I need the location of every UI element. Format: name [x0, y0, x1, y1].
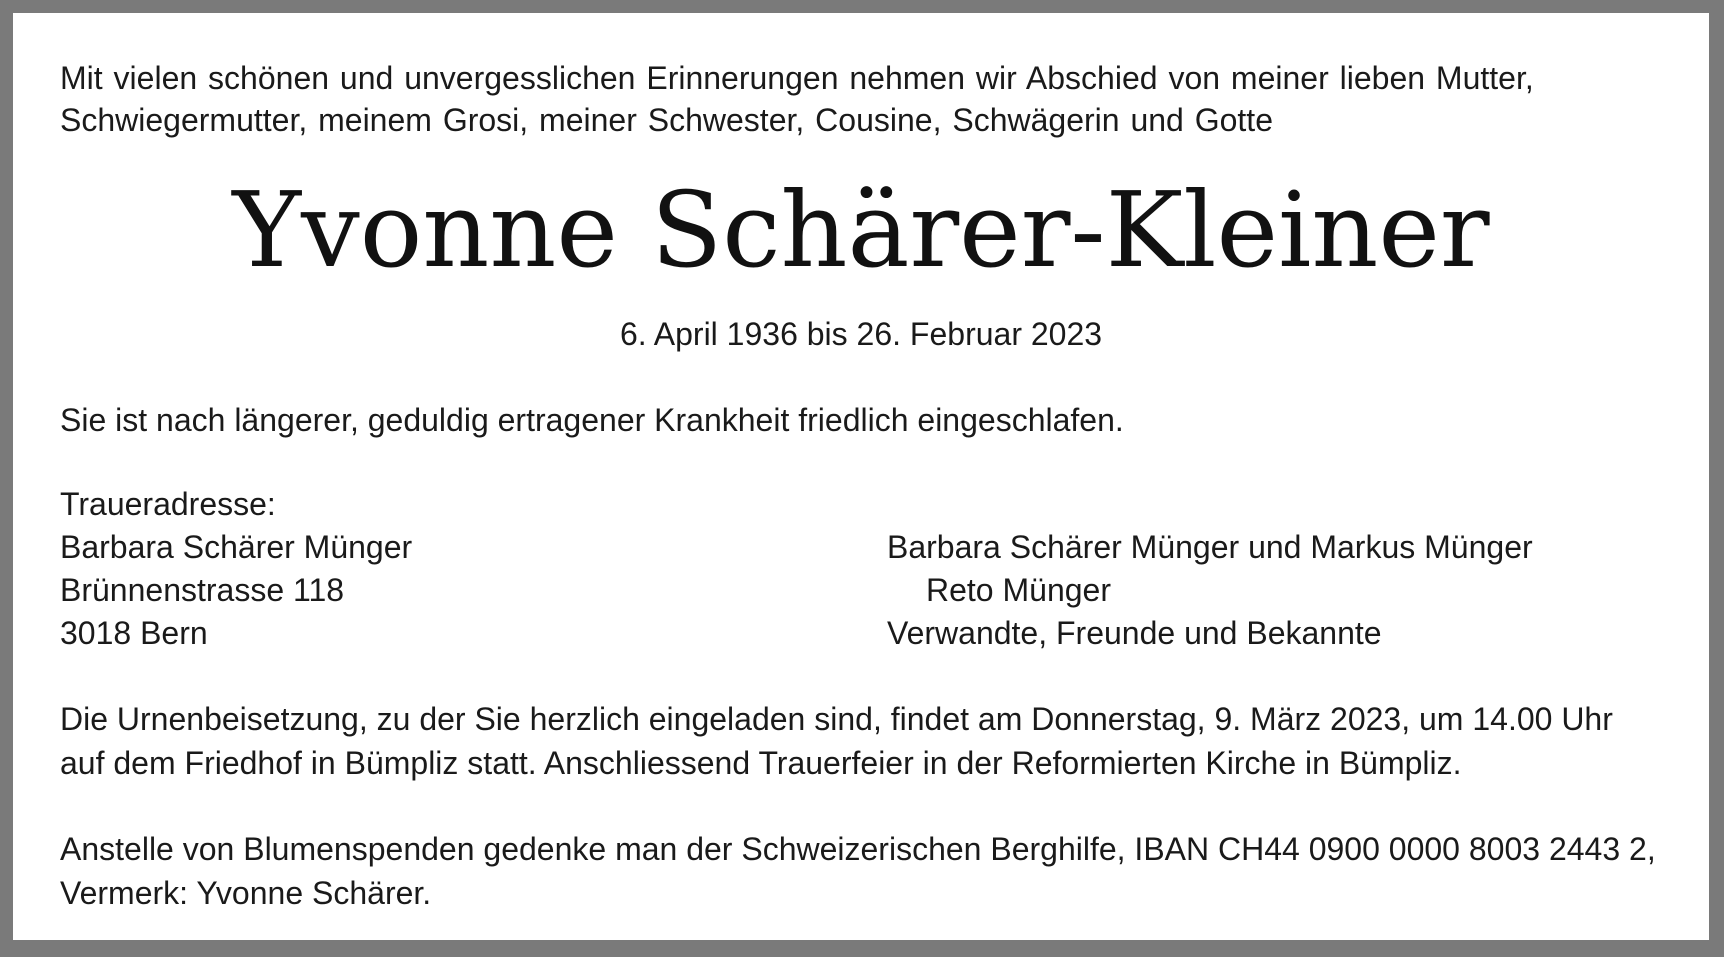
life-dates: 6. April 1936 bis 26. Februar 2023: [619, 316, 1103, 352]
ceremony-line-2: auf dem Friedhof in Bümpliz statt. Anschliessend Trauerfeier in der Reformierten Kirche in Bümpliz.: [60, 745, 1462, 781]
address-street: Brünnenstrasse 118: [60, 572, 345, 608]
intro-line-1: Mit vielen schönen und unvergesslichen Erinnerungen nehmen wir Abschied von meiner lieben Mutter,: [60, 60, 1534, 96]
ceremony-line-1: Die Urnenbeisetzung, zu der Sie herzlich eingeladen sind, findet am Donnerstag, 9. März 2023, um 14.00 Uhr: [60, 701, 1613, 737]
address-heading: Traueradresse:: [60, 486, 276, 522]
donation-line-1: Anstelle von Blumenspenden gedenke man der Schweizerischen Berghilfe, IBAN CH44 0900 0000 8003 2443 2,: [60, 831, 1656, 867]
mourners-line-2: Reto Münger: [926, 572, 1111, 608]
intro-line-2: Schwiegermutter, meinem Grosi, meiner Schwester, Cousine, Schwägerin und Gotte: [60, 102, 1273, 138]
address-name: Barbara Schärer Münger: [60, 529, 413, 565]
address-city: 3018 Bern: [60, 615, 208, 651]
mourners-line-3: Verwandte, Freunde und Bekannte: [887, 615, 1382, 651]
obituary-card: [13, 13, 1709, 940]
donation-line-2: Vermerk: Yvonne Schärer.: [60, 875, 432, 911]
statement-text: Sie ist nach längerer, geduldig ertragener Krankheit friedlich eingeschlafen.: [60, 402, 1124, 438]
donation-paragraph: [60, 827, 1666, 915]
deceased-name: Yvonne Schärer-Kleiner: [232, 169, 1490, 291]
mourners-line-1: Barbara Schärer Münger und Markus Münger: [887, 529, 1533, 565]
intro-paragraph: [60, 57, 1666, 141]
ceremony-paragraph: [60, 697, 1666, 785]
